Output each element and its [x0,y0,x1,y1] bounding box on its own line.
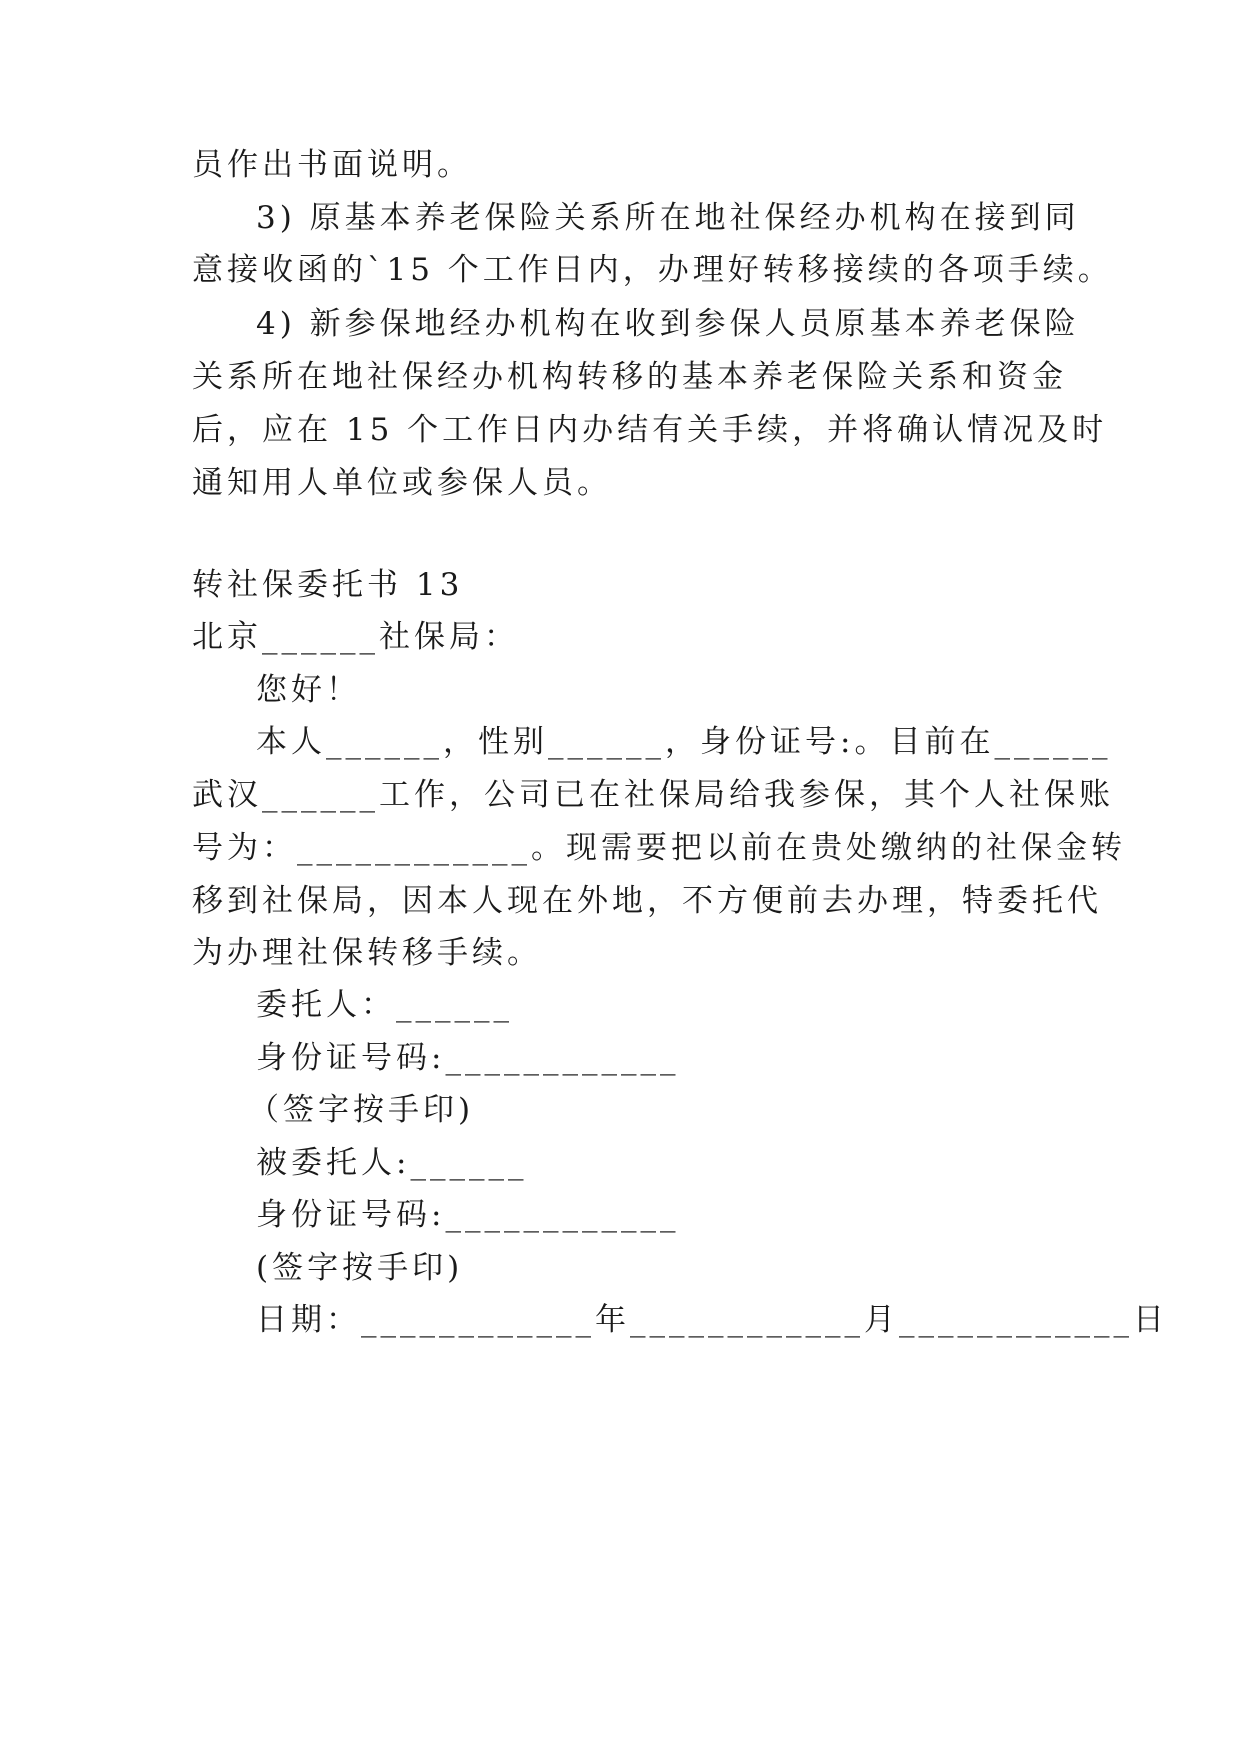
section-title: 转社保委托书 13 [192,567,464,603]
date-field: 日期：____________年____________月____________日 [256,1302,1168,1338]
paragraph-line: 员作出书面说明。 [192,147,472,183]
body-line: 号为：____________。现需要把以前在贵处缴纳的社保金转 [192,830,1126,866]
item-4-line: 通知用人单位或参保人员。 [192,465,612,501]
item-4-line: 4) 新参保地经办机构在收到参保人员原基本养老保险 [256,306,1080,342]
body-line: 武汉______工作，公司已在社保局给我参保，其个人社保账 [192,777,1114,813]
principal-id-field: 身份证号码:____________ [256,1040,680,1076]
agent-sign-note: (签字按手印) [256,1250,464,1286]
principal-sign-note: （签字按手印) [248,1092,475,1128]
principal-field: 委托人：______ [256,987,513,1023]
agent-id-field: 身份证号码:____________ [256,1197,680,1233]
agent-field: 被委托人:______ [256,1145,528,1181]
greeting: 您好！ [256,672,361,708]
item-3-line: 3) 原基本养老保险关系所在地社保经办机构在接到同 [256,200,1080,236]
body-line: 本人______，性别______，身份证号:。目前在______ [256,724,1112,760]
item-4-line: 关系所在地社保经办机构转移的基本养老保险关系和资金 [192,359,1067,395]
body-line: 移到社保局，因本人现在外地，不方便前去办理，特委托代 [192,883,1102,919]
body-line: 为办理社保转移手续。 [192,935,542,971]
addressee: 北京______社保局： [192,619,519,655]
item-4-line: 后，应在 15 个工作日内办结有关手续，并将确认情况及时 [192,412,1108,448]
item-3-line: 意接收函的`15 个工作日内，办理好转移接续的各项手续。 [192,252,1113,288]
